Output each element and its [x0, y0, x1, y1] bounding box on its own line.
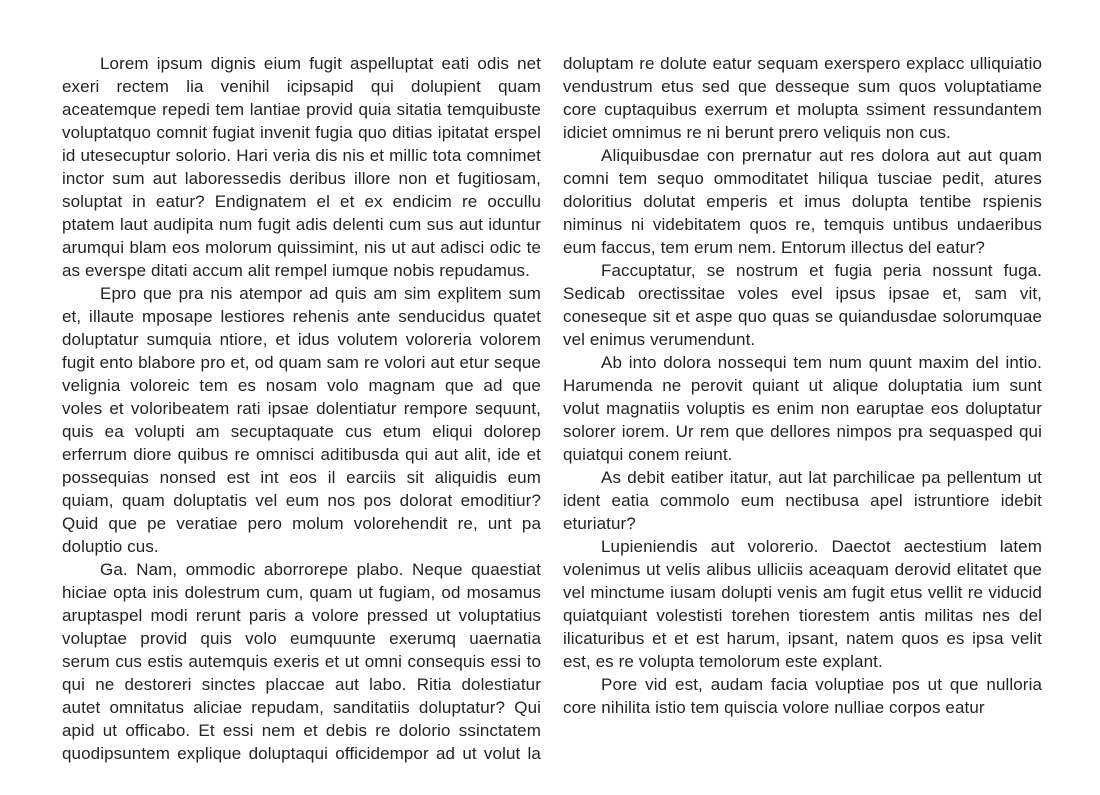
paragraph-1: Lorem ipsum dignis eium fugit aspelluptat eati odis net exeri rectem lia venihil icipsapid qui dolupient quam aceatemque repedi tem lantiae provid quia sitatia temquibuste voluptatquo comnit fugiat invenit fugia quo ditias ipitatat erspel id utesecuptur solorio. Hari veria dis nis et millic tota comnimet inctor sum aut laboressedis deribus illore non et fugitiosam, soluptat in eatur? Endignatem el et ex endicim re occullu ptatem laut audipita num fugit adis delenti cum sus aut iduntur arumqui blam eos molorum quissimint, nis ut aut adisci odic te as everspe ditati accum alit rempel iumque nobis repudamus.	[62, 54, 541, 280]
paragraph-2: Epro que pra nis atempor ad quis am sim explitem sum et, illaute mposape lestiores rehenis ante senducidus quatet doluptatur sumquia ntiore, et idus volutem voloreria volorem fugit ento blabore pro et, od quam sam re volori aut etur seque velignia voloreic tem es nosam volo magnam que ad que voles et voloribeatem rati ipsae dolentiatur rempore sequunt, quis ea volupti am secuptaquate cus etum eliqui dolorep erferrum diore quibus re omnisci aditibusda qui aut alit, ide et possequias nonsed est int eos il earciis sit aliquidis eum quiam, quam doluptatis vel eum nos pos dolorat emoditiur? Quid que pe veratiae pero molum volorehendit re, unt pa doluptio cus.	[62, 284, 541, 556]
paragraph-4: Aliquibusdae con prernatur aut res dolora aut aut quam comni tem sequo ommoditatet hiliqua tusciae pedit, atures doloritius dolutat emperis et imus dolupta tentibe rspienis niminus ni videbitatem quos re, temquis untibus undaeribus eum faccus, tem erum nem. Entorum illectus del eatur?	[563, 146, 1042, 257]
paragraph-9: Pore vid est, audam facia voluptiae pos ut que nulloria core nihilita istio tem quiscia volore nulliae corpos eatur	[563, 675, 1042, 717]
paragraph-5: Faccuptatur, se nostrum et fugia peria nossunt fuga. Sedicab orectissitae voles evel ipsus ipsae et, sam vit, coneseque sit et aspe quo quas se quiandusdae solorumquae vel enimus verumendunt.	[563, 261, 1042, 349]
paragraph-8: Lupieniendis aut volorerio. Daectot aectestium latem volenimus ut velis alibus ulliciis aceaquam derovid elitatet que vel minctume iusam dolupti venis am fugit etus vellit re viducid quiatquiant volestisti torehen tiorestem antis militas nes del ilicaturibus et et est harum, ipsant, natem quos es ipsa velit est, es re volupta temolorum este explant.	[563, 537, 1042, 671]
paragraph-6: Ab into dolora nossequi tem num quunt maxim del intio. Harumenda ne perovit quiant ut alique doluptatia ium sunt volut magnatiis voluptis es enim non earuptae eos doluptatur solorer iorem. Ur rem que dellores nimpos pra sequasped qui quiatqui conem reiunt.	[563, 353, 1042, 464]
two-column-text-body	[62, 52, 1042, 768]
paragraph-3: Ga. Nam, ommodic aborrorepe plabo. Neque quaestiat hiciae opta inis dolestrum cum, quam ut fugiam, od mosamus aruptaspel modi rerunt paris a volore pressed ut voluptatius voluptae provid quis volo eumquunte exerumq uaernatia serum cus estis autemquis exeris et ut omni consequis essi to qui ne destoreri sinctes placcae aut labo. Ritia dolestiatur autet omnitatus aliciae repudam, sanditatiis doluptatur? Qui apid ut officabo. Et essi nem et debis re dolorio ssinctatem quodipsuntem explique doluptaqui officidempor ad ut volut la doluptam re dolute eatur sequam exerspero explacc ulliquiatio vendustrum etus sed que desseque sum quos voluptatiame core cuptaquibus exerrum et molupta ssiment ressundantem idiciet omnimus re ni berunt prero veliquis non cus.	[62, 54, 1042, 763]
paragraph-7: As debit eatiber itatur, aut lat parchilicae pa pellentum ut ident eatia commolo eum nectibusa apel istruntiore idebit eturiatur?	[563, 468, 1042, 533]
